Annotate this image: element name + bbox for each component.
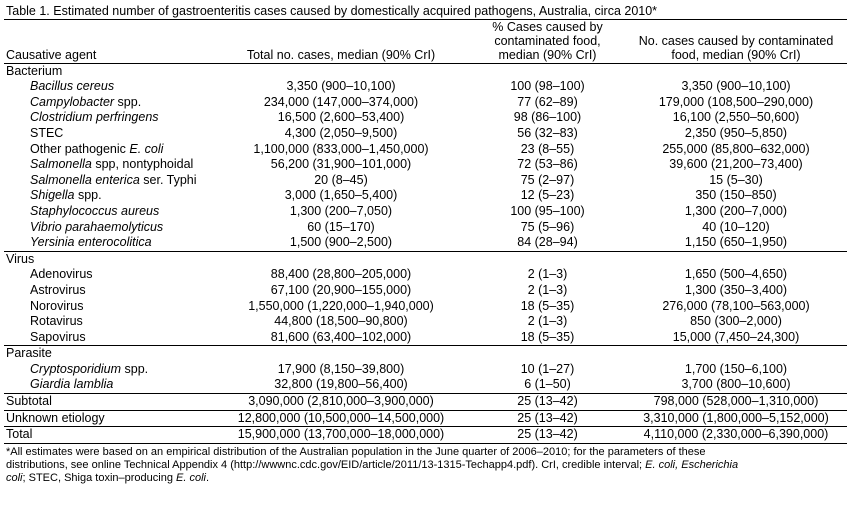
- agent-name: Shigella: [30, 188, 75, 203]
- footnote-text: distributions, see online Technical Appendix 4 (http://wwwnc.cdc.gov/EID/article/2011/13-1315-Techapp4.pdf). CrI, credible interval;: [6, 458, 646, 471]
- total-cell: 44,800 (18,500–90,800): [274, 314, 408, 329]
- agent-name: Staphylococcus aureus: [30, 203, 160, 218]
- total-cell: 1,550,000 (1,220,000–1,940,000): [248, 298, 434, 313]
- footnote-italic: coli: [6, 471, 23, 484]
- section-label: Bacterium: [6, 63, 63, 78]
- total-cell: 234,000 (147,000–374,000): [263, 94, 419, 109]
- pct-cell: 56 (32–83): [517, 125, 578, 140]
- pct-cell: 75 (5–96): [520, 219, 575, 234]
- agent-suffix: spp.: [121, 361, 149, 376]
- footnote-line-1: *All estimates were based on an empirical distribution of the Australian population in the June quarter of 2006–2010; for the parameters of these: [6, 445, 706, 458]
- footnote-italic: E. coli, Escherichia: [645, 458, 739, 471]
- pct-cell: 2 (1–3): [527, 267, 568, 282]
- pct-cell: 25 (13–42): [470, 427, 625, 444]
- total-cell: 60 (15–170): [307, 219, 375, 234]
- agent-name: STEC: [30, 125, 64, 140]
- agent-name: Cryptosporidium: [30, 361, 122, 376]
- pct-cell: 18 (5–35): [520, 298, 575, 313]
- agent-name: Clostridium perfringens: [30, 110, 159, 125]
- total-cell: 1,100,000 (833,000–1,450,000): [253, 141, 429, 156]
- footnote-line-2: [6, 459, 845, 472]
- section-row-virus: [4, 251, 847, 267]
- pct-cell: 75 (2–97): [520, 172, 575, 187]
- table-row: [4, 267, 847, 283]
- total-row: [4, 427, 847, 444]
- food-cell: 3,700 (800–10,600): [625, 377, 847, 393]
- table-row: [4, 204, 847, 220]
- total-cell: 17,900 (8,150–39,800): [277, 361, 405, 376]
- agent-suffix: spp.: [114, 94, 142, 109]
- footnote-line-3: [6, 472, 845, 485]
- footnote-text: .: [205, 471, 210, 484]
- table-row: [4, 362, 847, 378]
- food-cell: 798,000 (528,000–1,310,000): [625, 394, 847, 411]
- pct-cell: 12 (5–23): [520, 188, 575, 203]
- pct-cell: 100 (98–100): [510, 79, 585, 94]
- agent-name: Yersinia enterocolitica: [30, 235, 152, 250]
- food-cell: 1,150 (650–1,950): [625, 235, 847, 251]
- food-cell: 276,000 (78,100–563,000): [662, 298, 810, 313]
- footnote-italic: E. coli: [176, 471, 206, 484]
- header-agent: Causative agent: [4, 48, 212, 63]
- food-cell: 2,350 (950–5,850): [684, 125, 788, 140]
- header-food-line1: No. cases caused by contaminated: [638, 34, 834, 49]
- unknown-row: [4, 410, 847, 427]
- table-body: [4, 63, 847, 443]
- total-cell: 81,600 (63,400–102,000): [212, 330, 470, 346]
- total-cell: 15,900,000 (13,700,000–18,000,000): [212, 427, 470, 444]
- header-pct-line3: median (90% CrI): [470, 48, 625, 63]
- header-pct-line1: % Cases caused by: [470, 20, 625, 35]
- table-row: [4, 79, 847, 95]
- food-cell: 15,000 (7,450–24,300): [625, 330, 847, 346]
- food-cell: 3,350 (900–10,100): [681, 79, 791, 94]
- total-cell: 1,500 (900–2,500): [212, 235, 470, 251]
- agent-name: Bacillus cereus: [30, 79, 115, 94]
- agent-name: Salmonella: [30, 157, 92, 172]
- agent-name: Campylobacter: [30, 94, 115, 109]
- table-row: [4, 220, 847, 236]
- total-cell: 1,300 (200–7,050): [289, 203, 393, 218]
- food-cell: 15 (5–30): [709, 172, 763, 187]
- food-cell: 1,650 (500–4,650): [684, 267, 788, 282]
- food-cell: 1,700 (150–6,100): [684, 361, 788, 376]
- total-cell: 20 (8–45): [314, 172, 368, 187]
- food-cell: 39,600 (21,200–73,400): [669, 157, 803, 172]
- table-header: [4, 20, 847, 64]
- table-row: [4, 110, 847, 126]
- table-row: [4, 95, 847, 111]
- pct-cell: 84 (28–94): [470, 235, 625, 251]
- table-row: [4, 377, 847, 393]
- header-total: Total no. cases, median (90% CrI): [212, 48, 470, 63]
- pct-cell: 2 (1–3): [527, 282, 568, 297]
- pct-cell: 77 (62–89): [517, 94, 578, 109]
- pct-cell: 23 (8–55): [520, 141, 575, 156]
- food-cell: 4,110,000 (2,330,000–6,390,000): [625, 427, 847, 444]
- pct-cell: 6 (1–50): [470, 377, 625, 393]
- agent-suffix: spp, nontyphoidal: [91, 157, 194, 172]
- food-cell: 1,300 (350–3,400): [684, 282, 788, 297]
- table-row: [4, 330, 847, 346]
- total-cell: 56,200 (31,900–101,000): [270, 157, 412, 172]
- table-row: [4, 283, 847, 299]
- agent-name: Total: [4, 427, 212, 444]
- table-row: [4, 142, 847, 158]
- section-row-bacterium: [4, 63, 847, 79]
- agent-name: Salmonella enterica: [30, 172, 140, 187]
- total-cell: 4,300 (2,050–9,500): [284, 125, 398, 140]
- subtotal-row: [4, 394, 847, 411]
- agent-name: Astrovirus: [30, 282, 86, 297]
- food-cell: 3,310,000 (1,800,000–5,152,000): [625, 410, 847, 427]
- table-row: [4, 126, 847, 142]
- pct-cell: 2 (1–3): [527, 314, 568, 329]
- agent-name: Giardia lamblia: [30, 377, 114, 392]
- food-cell: 1,300 (200–7,000): [684, 203, 788, 218]
- pct-cell: 72 (53–86): [517, 157, 578, 172]
- table-title: Table 1. Estimated number of gastroenteritis cases caused by domestically acquired pathogens, Australia, circa 2010*: [6, 4, 658, 18]
- total-cell: 12,800,000 (10,500,000–14,500,000): [212, 410, 470, 427]
- pct-cell: 18 (5–35): [470, 330, 625, 346]
- header-food-line2: food, median (90% CrI): [625, 48, 847, 63]
- agent-suffix: ser. Typhi: [139, 172, 197, 187]
- food-cell: 40 (10–120): [702, 219, 770, 234]
- table-row: [4, 235, 847, 251]
- table-row: [4, 299, 847, 315]
- agent-name: E. coli: [129, 141, 164, 156]
- total-cell: 3,000 (1,650–5,400): [284, 188, 398, 203]
- food-cell: 16,100 (2,550–50,600): [672, 110, 800, 125]
- pct-cell: 100 (95–100): [510, 203, 585, 218]
- food-cell: 350 (150–850): [695, 188, 777, 203]
- table-row: [4, 188, 847, 204]
- table-row: [4, 157, 847, 173]
- food-cell: 255,000 (85,800–632,000): [662, 141, 810, 156]
- section-label: Parasite: [6, 346, 52, 361]
- table-footnote: [4, 444, 847, 485]
- header-pct-line2: contaminated food,: [494, 34, 601, 49]
- pct-cell: 10 (1–27): [520, 361, 575, 376]
- table-row: [4, 314, 847, 330]
- food-cell: 850 (300–2,000): [690, 314, 782, 329]
- total-cell: 67,100 (20,900–155,000): [270, 282, 412, 297]
- header-row-2: [4, 34, 847, 48]
- pct-cell: 25 (13–42): [470, 394, 625, 411]
- agent-name: Adenovirus: [30, 267, 93, 282]
- total-cell: 88,400 (28,800–205,000): [270, 267, 412, 282]
- agent-name: Subtotal: [4, 394, 212, 411]
- total-cell: 16,500 (2,600–53,400): [277, 110, 405, 125]
- table-container: [4, 0, 847, 485]
- agent-name: Rotavirus: [30, 314, 83, 329]
- agent-name: Vibrio parahaemolyticus: [30, 219, 164, 234]
- total-cell: 3,090,000 (2,810,000–3,900,000): [212, 394, 470, 411]
- pct-cell: 98 (86–100): [513, 110, 582, 125]
- agent-name: Unknown etiology: [4, 410, 212, 427]
- agent-suffix: spp.: [74, 188, 102, 203]
- footnote-text: ; STEC, Shiga toxin–producing: [22, 471, 176, 484]
- table-row: [4, 173, 847, 189]
- agent-prefix: Other pathogenic: [30, 141, 130, 156]
- total-cell: 3,350 (900–10,100): [286, 79, 396, 94]
- agent-name: Sapovirus: [4, 330, 212, 346]
- section-row-parasite: [4, 346, 847, 362]
- agent-name: Norovirus: [30, 298, 84, 313]
- total-cell: 32,800 (19,800–56,400): [212, 377, 470, 393]
- pct-cell: 25 (13–42): [470, 410, 625, 427]
- section-label: Virus: [6, 251, 35, 266]
- data-table: [4, 19, 847, 444]
- food-cell: 179,000 (108,500–290,000): [658, 94, 814, 109]
- header-row-1: [4, 20, 847, 35]
- header-row-3: [4, 48, 847, 63]
